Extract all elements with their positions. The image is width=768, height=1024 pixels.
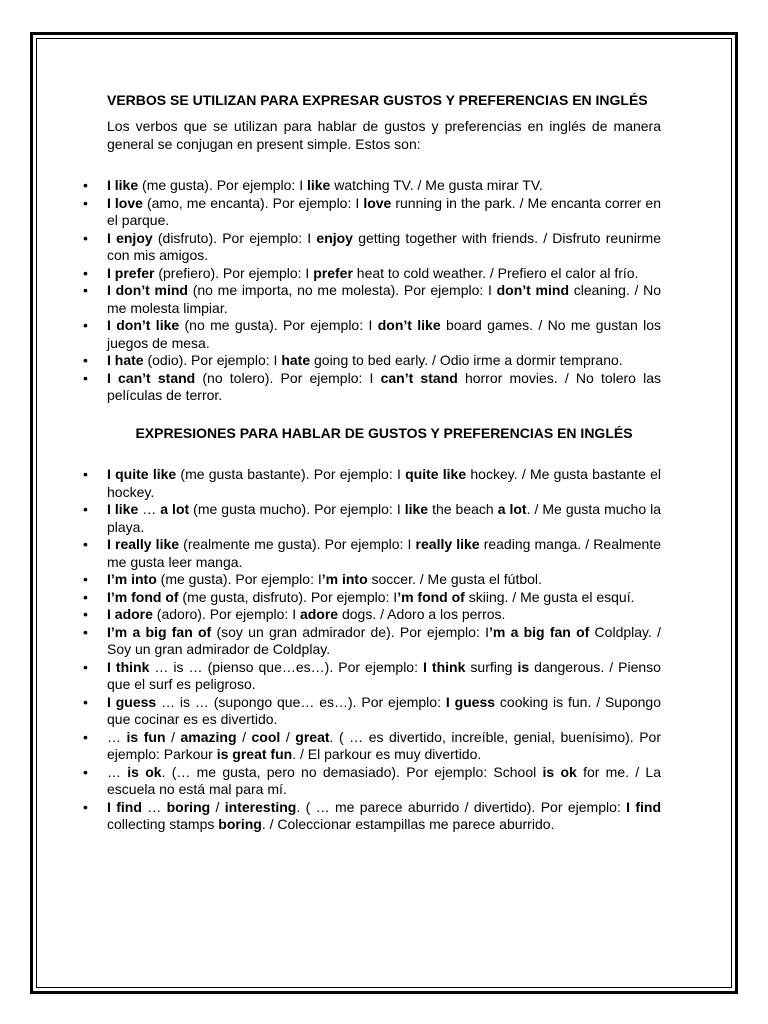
bold-phrase: I find [107, 798, 142, 815]
text-run: (disfruto). Por ejemplo: I [152, 229, 317, 246]
bullet-icon: • [83, 623, 88, 640]
bold-phrase: is fun [126, 728, 166, 745]
bold-phrase: I don’t like [107, 317, 180, 333]
text-run: hockey. / Me gusta bastante el hockey. [107, 466, 661, 500]
text-run: (me gusta, disfruto). Por ejemplo: I [178, 588, 398, 605]
text-run: (prefiero). Por ejemplo: I [154, 264, 314, 281]
bold-phrase: don’t mind [496, 282, 569, 298]
bold-phrase: ’m into [321, 571, 368, 588]
bullet-icon: • [83, 317, 88, 333]
text-run: . / Coleccionar estampillas me parece aburrido. [261, 816, 555, 833]
text-run: Coldplay. / Soy un gran admirador de Coldplay. [107, 623, 662, 658]
text-run: / [165, 728, 181, 745]
list-item [83, 728, 661, 764]
bold-phrase: I adore [107, 606, 153, 623]
bold-phrase: love [363, 194, 392, 211]
bullet-icon: • [83, 728, 88, 745]
text-run: the beach [428, 501, 498, 518]
bullet-icon: • [83, 536, 88, 553]
bold-phrase: hate [281, 352, 311, 368]
bold-phrase: I think [423, 658, 466, 675]
text-run: / [236, 728, 252, 745]
list-item [83, 693, 661, 729]
bullet-icon: • [83, 466, 88, 483]
list-item [83, 606, 661, 624]
bold-phrase: I don’t mind [107, 282, 188, 298]
list-item [83, 229, 661, 265]
bullet-icon: • [83, 282, 88, 298]
bold-phrase: I guess [445, 693, 496, 710]
bold-phrase: I hate [107, 352, 144, 368]
bold-phrase: I find [626, 798, 662, 815]
text-run: / [210, 798, 225, 815]
bold-phrase: I love [107, 194, 143, 211]
verbs-list [83, 177, 662, 405]
text-run: dogs. / Adoro a los perros. [338, 606, 506, 623]
text-run: . / El parkour es muy divertido. [292, 746, 482, 763]
bold-phrase: great [295, 728, 330, 745]
bullet-icon: • [83, 229, 88, 246]
bold-phrase: adore [299, 606, 339, 623]
bullet-icon: • [83, 588, 88, 605]
bullet-icon: • [83, 693, 88, 710]
list-item [83, 352, 661, 370]
bold-phrase: I guess [107, 693, 157, 710]
text-run: … [138, 501, 161, 518]
text-run: board games. / No me gustan los juegos de mesa. [107, 317, 661, 351]
bold-phrase: I can’t stand [107, 369, 196, 386]
text-run: (no me importa, no me molesta). Por ejemplo: I [187, 282, 497, 298]
intro-paragraph: Los verbos que se utilizan para hablar de gustos y preferencias en inglés de manera general se conjugan en present simple. Estos son: [107, 118, 661, 152]
list-item [83, 317, 661, 352]
list-item [83, 282, 661, 317]
bold-phrase: I like [107, 501, 139, 518]
bold-phrase: I quite like [107, 466, 177, 483]
list-item [83, 466, 661, 501]
bold-phrase: cool [251, 728, 281, 745]
text-run: cleaning. / No me molesta limpiar. [107, 282, 661, 316]
text-run: … is … (pienso que…es…). Por ejemplo: [149, 658, 424, 675]
text-run: running in the park. / Me encanta correr en el parque. [107, 194, 662, 228]
text-run: surfing [465, 658, 518, 675]
text-run: … is … (supongo que… es…). Por ejemplo: [156, 693, 446, 710]
bold-phrase: quite like [405, 466, 467, 483]
bold-phrase: like [404, 501, 429, 518]
text-run: skiing. / Me gusta el esquí. [464, 588, 635, 605]
bold-phrase: I’m into [107, 571, 157, 588]
bold-phrase: amazing [180, 728, 237, 745]
text-run: … [107, 763, 128, 780]
bold-phrase: a lot [497, 501, 527, 518]
bold-phrase: I’m fond of [107, 588, 179, 605]
bullet-icon: • [83, 177, 88, 193]
bold-phrase: enjoy [316, 229, 353, 246]
bold-phrase: prefer [313, 264, 353, 281]
section-heading-expressions: EXPRESIONES PARA HABLAR DE GUSTOS Y PREFERENCIAS EN INGLÉS [135, 424, 633, 441]
bold-phrase: I prefer [107, 264, 155, 281]
bold-phrase: I’m a big fan of [107, 623, 212, 640]
bold-phrase: I like [107, 177, 139, 193]
text-run: … [141, 798, 167, 815]
text-run: (amo, me encanta). Por ejemplo: I [142, 194, 364, 211]
text-run: heat to cold weather. / Prefiero el calor al frío. [352, 264, 639, 281]
bold-phrase: like [306, 177, 331, 193]
text-run: reading manga. / Realmente me gusta leer manga. [107, 536, 662, 570]
list-item [83, 536, 662, 571]
bullet-icon: • [83, 352, 88, 368]
bullet-icon: • [83, 606, 88, 623]
bullet-icon: • [83, 194, 88, 211]
expressions-list [83, 466, 662, 834]
bold-phrase: can’t stand [380, 369, 458, 386]
bold-phrase: really like [415, 536, 480, 553]
list-item [83, 177, 661, 195]
bullet-icon: • [83, 571, 88, 588]
list-item [83, 264, 661, 283]
bold-phrase: ’m fond of [397, 588, 465, 605]
bold-phrase: I enjoy [107, 229, 153, 246]
list-item [83, 194, 662, 230]
bold-phrase: is ok [127, 763, 162, 780]
bold-phrase: I think [107, 658, 150, 675]
bold-phrase: I really like [107, 536, 180, 553]
bullet-icon: • [83, 658, 88, 675]
text-run: (adoro). Por ejemplo: I [152, 606, 300, 623]
bold-phrase: is ok [542, 763, 577, 780]
text-run: watching TV. / Me gusta mirar TV. [330, 177, 543, 193]
bullet-icon: • [83, 264, 88, 281]
bold-phrase: don’t like [377, 317, 441, 333]
text-run: (me gusta bastante). Por ejemplo: I [176, 466, 406, 483]
text-run: (no me gusta). Por ejemplo: I [179, 317, 378, 333]
bold-phrase: ’m a big fan of [488, 623, 590, 640]
document-body [83, 92, 662, 834]
list-item [83, 763, 662, 799]
bold-phrase: a lot [160, 501, 190, 518]
bullet-icon: • [83, 369, 88, 386]
list-item [83, 501, 662, 536]
text-run: (realmente me gusta). Por ejemplo: I [179, 536, 416, 553]
text-run: for me. / La escuela no está mal para mí. [107, 763, 662, 798]
bold-phrase: boring [218, 816, 262, 833]
text-run: dangerous. / Pienso que el surf es peligroso. [107, 658, 661, 693]
bold-phrase: boring [166, 798, 211, 815]
text-run: (me gusta mucho). Por ejemplo: I [189, 501, 405, 518]
list-item [83, 623, 662, 659]
text-run: . (… me gusta, pero no demasiado). Por ejemplo: School [161, 763, 543, 780]
bold-phrase: interesting [224, 798, 297, 815]
text-run: collecting stamps [107, 816, 219, 833]
text-run: soccer. / Me gusta el fútbol. [367, 571, 542, 588]
list-item [83, 798, 662, 834]
text-run: (no tolero). Por ejemplo: I [195, 369, 381, 386]
text-run: (odio). Por ejemplo: I [143, 352, 282, 368]
bullet-icon: • [83, 501, 88, 518]
text-run: (soy un gran admirador de). Por ejemplo: I [211, 623, 489, 640]
bullet-icon: • [83, 798, 88, 815]
text-run: going to bed early. / Odio irme a dormir temprano. [310, 352, 623, 368]
text-run: . / Me gusta mucho la playa. [107, 501, 662, 535]
bullet-icon: • [83, 763, 88, 780]
text-run: . ( … es divertido, increíble, genial, buenísimo). Por ejemplo: Parkour [107, 728, 661, 763]
bold-phrase: is great fun [216, 746, 293, 763]
list-item [83, 658, 661, 694]
text-run: getting together with friends. / Disfruto reunirme con mis amigos. [107, 229, 661, 263]
list-item [83, 588, 661, 607]
list-item [83, 369, 662, 405]
bold-phrase: is [517, 658, 530, 675]
list-item [83, 571, 661, 589]
text-run: (me gusta). Por ejemplo: I [156, 571, 322, 588]
text-run: / [280, 728, 296, 745]
text-run: cooking is fun. / Supongo que cocinar es es divertido. [107, 693, 661, 728]
text-run: horror movies. / No tolero las películas de terror. [107, 369, 662, 403]
text-run: (me gusta). Por ejemplo: I [138, 177, 307, 193]
section-heading-verbs: VERBOS SE UTILIZAN PARA EXPRESAR GUSTOS Y PREFERENCIAS EN INGLÉS [107, 92, 648, 108]
text-run: . ( … me parece aburrido / divertido). Por ejemplo: [296, 798, 627, 815]
text-run: … [107, 728, 127, 745]
